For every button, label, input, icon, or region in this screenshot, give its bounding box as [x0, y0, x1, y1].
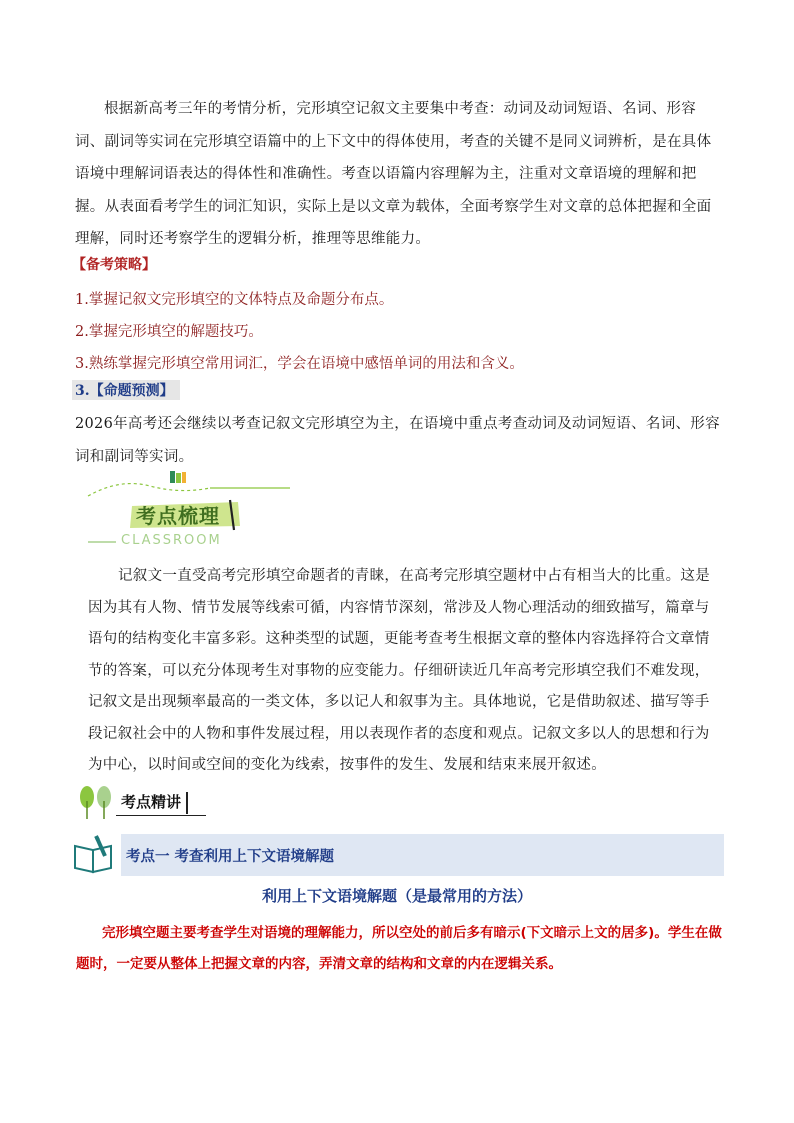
books-icon — [170, 471, 186, 483]
section-label: 考点精讲 — [121, 793, 182, 811]
section-underline — [116, 815, 206, 816]
section-label-divider — [186, 792, 188, 814]
banner-title: 考点梳理 — [136, 504, 220, 528]
intro-paragraph: 根据新高考三年的考情分析，完形填空记叙文主要集中考查：动词及动词短语、名词、形容词、副词等实词在完形填空语篇中的上下文中的得体使用，考查的关键不是同义词辨析，是在具体语境中理解词语表达的得体性和准确性。考查以语篇内容理解为主，注重对文章语境的理解和把握。从表面看考学生的词汇知识，实际上是以文章为载体，全面考察学生对文章的总体把握和全面理解，同时还考察学生的逻辑分析，推理等思维能力。 — [75, 101, 712, 247]
leaf-tree-icon — [76, 783, 116, 821]
strategy-item: 1.掌握记叙文完形填空的文体特点及命题分布点。 — [75, 292, 394, 308]
main-paragraph: 记叙文一直受高考完形填空命题者的青睐，在高考完形填空题材中占有相当大的比重。这是因为其有人物、情节发展等线索可循，内容情节深刻，常涉及人物心理活动的细致描写，篇章与语句的结构变化丰富多彩。这种类型的试题，更能考查考生根据文章的整体内容选择符合文章情节的答案，可以充分体现考生对事物的应变能力。仔细研读近几年高考完形填空我们不难发现，记叙文是出现频率最高的一类文体，多以记人和叙事为主。具体地说，它是借助叙述、描写等手段记叙社会中的人物和事件发展过程，用以表现作者的态度和观点。记叙文多以人的思想和行为为中心，以时间或空间的变化为线索，按事件的发生、发展和结束来展开叙述。 — [88, 568, 710, 773]
kaodian-title: 考点一 考查利用上下文语境解题 — [126, 849, 335, 865]
kaodian-icon-box — [69, 834, 121, 876]
book-pencil-icon — [69, 834, 121, 876]
prediction-heading: 3.【命题预测】 — [72, 380, 180, 400]
strategy-item: 3.熟练掌握完形填空常用词汇，学会在语境中感悟单词的用法和含义。 — [75, 356, 524, 372]
strategy-heading: 【备考策略】 — [72, 257, 156, 273]
method-paragraph: 完形填空题主要考查学生对语境的理解能力，所以空处的前后多有暗示(下文暗示上文的居多)。学生在做题时，一定要从整体上把握文章的内容，弄清文章的结构和文章的内在逻辑关系。 — [76, 925, 722, 972]
method-subtitle: 利用上下文语境解题（是最常用的方法） — [261, 887, 532, 905]
prediction-text: 2026年高考还会继续以考查记叙文完形填空为主，在语境中重点考查动词及动词短语、名词、形容词和副词等实词。 — [75, 416, 720, 465]
banner-subtitle: CLASSROOM — [121, 533, 222, 548]
strategy-item: 2.掌握完形填空的解题技巧。 — [75, 324, 263, 340]
